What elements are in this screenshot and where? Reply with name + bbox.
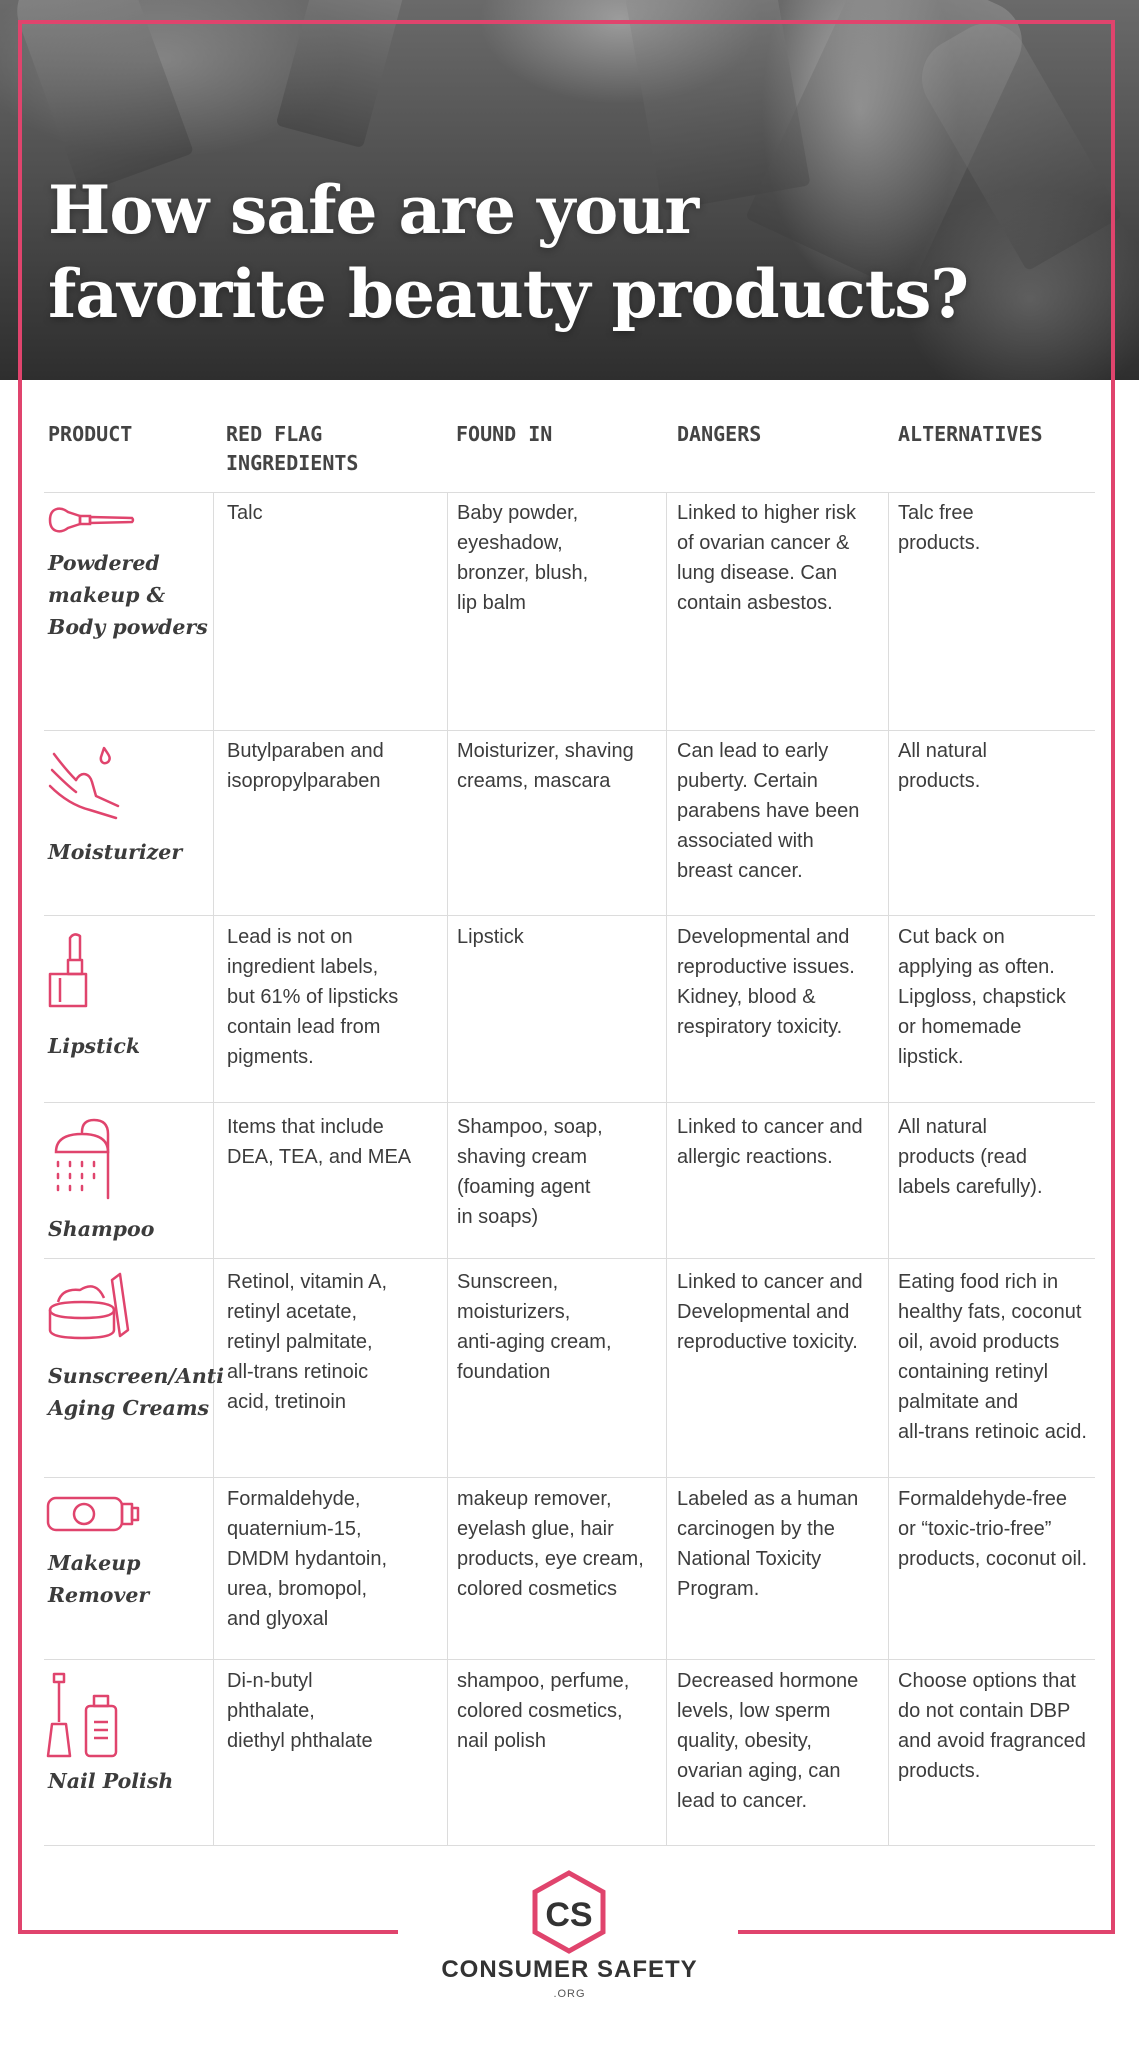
dangers-cell: Labeled as a human carcinogen by the National Toxicity Program. — [677, 1488, 859, 1600]
dangers-cell: Developmental and reproductive issues. Kidney, blood & respiratory toxicity. — [677, 926, 855, 1038]
header-product: PRODUCT — [48, 422, 133, 446]
found-in-cell: Shampoo, soap, shaving cream (foaming agent in soaps) — [457, 1116, 603, 1228]
logo-name: CONSUMER SAFETY — [441, 1956, 698, 1983]
product-name: Shampoo — [48, 1217, 155, 1241]
hand-drop-icon — [46, 740, 128, 820]
column-divider — [888, 492, 889, 1845]
column-divider — [213, 492, 214, 1845]
found-in-cell: Moisturizer, shaving creams, mascara — [457, 740, 634, 792]
alternatives-cell: All natural products. — [898, 740, 987, 792]
product-name: Powdered makeup & Body powders — [48, 551, 208, 639]
dangers-cell: Linked to cancer and Developmental and reproductive toxicity. — [677, 1271, 863, 1353]
page-title: How safe are your favorite beauty products? — [48, 171, 969, 333]
column-divider — [447, 492, 448, 1845]
makeup-brush-icon — [46, 500, 136, 540]
row-divider — [44, 730, 1095, 731]
alternatives-cell: All natural products (read labels carefully). — [898, 1116, 1043, 1198]
product-name: Sunscreen/Anti Aging Creams — [48, 1364, 224, 1420]
product-name: Nail Polish — [48, 1769, 174, 1793]
dangers-cell: Linked to higher risk of ovarian cancer & lung disease. Can contain asbestos. — [677, 502, 856, 614]
header-dangers: DANGERS — [677, 422, 762, 446]
row-divider — [44, 1659, 1095, 1660]
consumer-safety-logo-mark — [531, 1870, 607, 1954]
dangers-cell: Can lead to early puberty. Certain parabens have been associated with breast cancer. — [677, 740, 860, 882]
column-divider — [666, 492, 667, 1845]
ingredients-cell: Lead is not on ingredient labels, but 61% of lipsticks contain lead from pigments. — [227, 926, 399, 1068]
header-found-in: FOUND IN — [456, 422, 553, 446]
dangers-cell: Linked to cancer and allergic reactions. — [677, 1116, 863, 1168]
alternatives-cell: Talc free products. — [898, 502, 981, 554]
logo-suffix: .ORG — [553, 1988, 586, 2000]
ingredients-cell: Formaldehyde, quaternium-15, DMDM hydantoin, urea, bromopol, and glyoxal — [227, 1488, 388, 1630]
row-divider — [44, 915, 1095, 916]
alternatives-cell: Formaldehyde-free or “toxic-trio-free” products, coconut oil. — [898, 1488, 1087, 1570]
found-in-cell: shampoo, perfume, colored cosmetics, nail polish — [457, 1670, 630, 1752]
row-divider — [44, 1477, 1095, 1478]
ingredients-cell: Retinol, vitamin A, retinyl acetate, retinyl palmitate, all-trans retinoic acid, tretinoin — [227, 1271, 388, 1413]
product-name: Makeup Remover — [48, 1551, 150, 1607]
row-divider — [44, 1102, 1095, 1103]
product-name: Moisturizer — [48, 840, 183, 864]
alternatives-cell: Cut back on applying as often. Lipgloss, chapstick or homemade lipstick. — [898, 926, 1066, 1068]
alternatives-cell: Eating food rich in healthy fats, coconut oil, avoid products containing retinyl palmitate and all-trans retinoic acid. — [898, 1271, 1087, 1443]
ingredients-cell: Talc — [227, 502, 263, 524]
logo-mark-text: CS — [545, 1896, 593, 1934]
ingredients-cell: Di-n-butyl phthalate, diethyl phthalate — [227, 1670, 373, 1752]
found-in-cell: Baby powder, eyeshadow, bronzer, blush, lip balm — [457, 502, 589, 614]
cream-jar-icon — [46, 1270, 130, 1342]
lipstick-icon — [46, 930, 90, 1010]
dangers-cell: Decreased hormone levels, low sperm quality, obesity, ovarian aging, can lead to cancer. — [677, 1670, 859, 1812]
found-in-cell: Sunscreen, moisturizers, anti-aging cream, foundation — [457, 1271, 612, 1383]
shower-icon — [46, 1116, 116, 1200]
row-divider — [44, 1258, 1095, 1259]
row-divider — [44, 1845, 1095, 1846]
nail-polish-icon — [46, 1672, 130, 1758]
ingredients-cell: Items that include DEA, TEA, and MEA — [227, 1116, 412, 1168]
ingredients-cell: Butylparaben and isopropylparaben — [227, 740, 384, 792]
alternatives-cell: Choose options that do not contain DBP and avoid fragranced products. — [898, 1670, 1086, 1782]
row-divider — [44, 492, 1095, 493]
found-in-cell: Lipstick — [457, 926, 524, 948]
header-red-flag: RED FLAG INGREDIENTS — [226, 422, 359, 475]
remover-bottle-icon — [46, 1494, 140, 1534]
header-alternatives: ALTERNATIVES — [898, 422, 1043, 446]
product-name: Lipstick — [48, 1034, 141, 1058]
found-in-cell: makeup remover, eyelash glue, hair products, eye cream, colored cosmetics — [457, 1488, 644, 1600]
